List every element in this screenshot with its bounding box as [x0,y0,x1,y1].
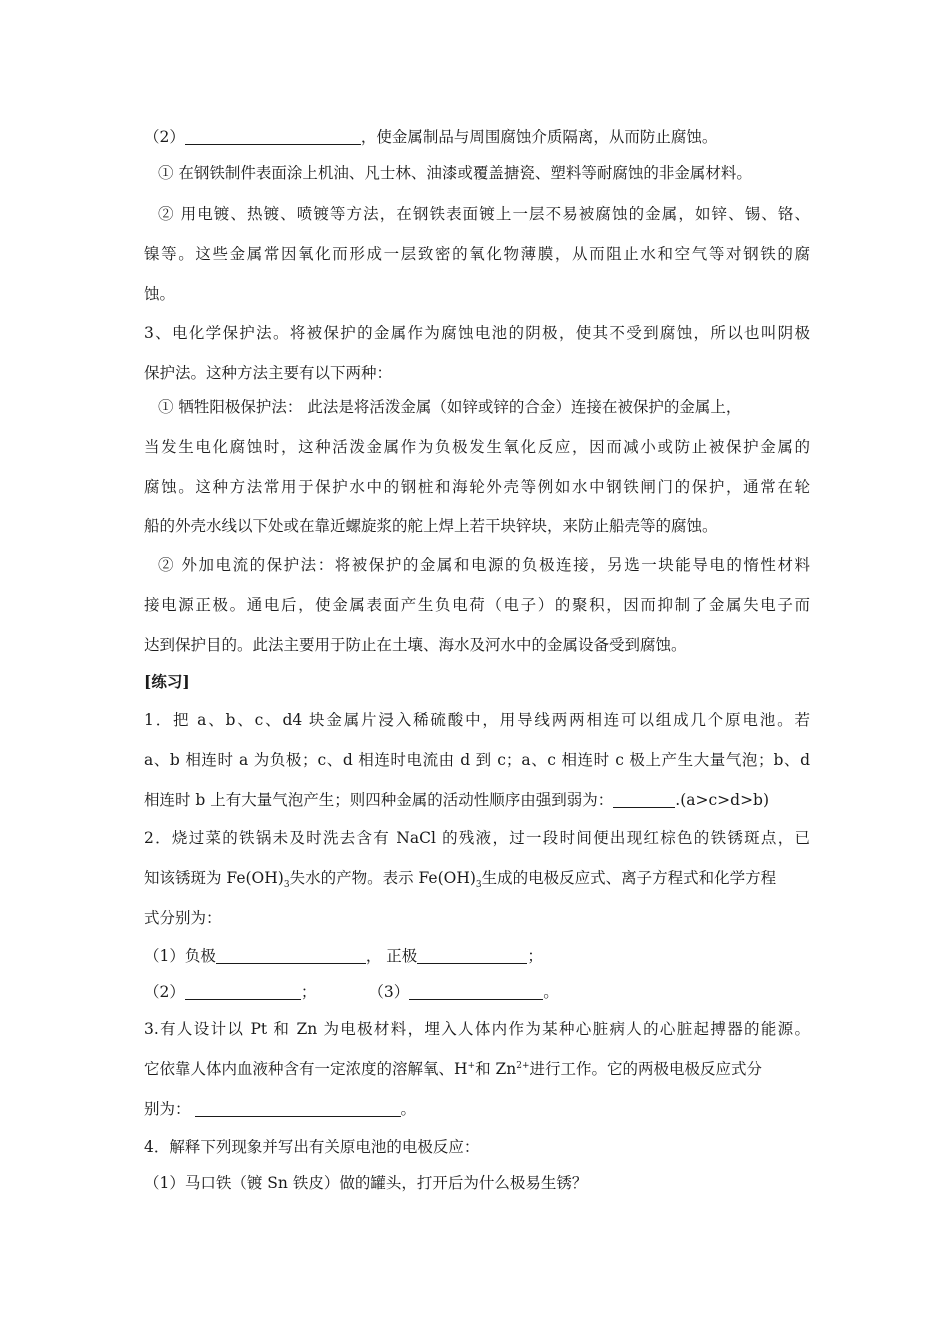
section2-item2-line3: 蚀。 [144,285,176,303]
q3-line3: 别为： 。 [144,1100,417,1118]
method1-line2: 当发生电化腐蚀时，这种活泼金属作为负极发生氧化反应，因而减小或防止被保护金属的 [144,438,810,456]
q1-line2: a、b 相连时 a 为负极；c、d 相连时电流由 d 到 c；a、c 相连时 c 极上产生大量气泡；b、d [144,751,810,769]
q2-line1: 2．烧过菜的铁锅未及时洗去含有 NaCl 的残液，过一段时间便出现红棕色的铁锈斑点，已 [144,829,810,847]
section2-intro: （2） ，使金属制品与周围腐蚀介质隔离，从而防止腐蚀。 [144,128,718,146]
section2-item2-line2: 镍等。这些金属常因氧化而形成一层致密的氧化物薄膜，从而阻止水和空气等对钢铁的腐 [144,245,810,263]
method2-line3: 达到保护目的。此法主要用于防止在土壤、海水及河水中的金属设备受到腐蚀。 [144,636,687,654]
ionic-equation-blank[interactable] [185,983,301,1000]
method2-line1: ② 外加电流的保护法：将被保护的金属和电源的负极连接，另选一块能导电的惰性材料 [158,556,810,574]
section3-line2: 保护法。这种方法主要有以下两种： [144,364,393,382]
q4-sub1: （1）马口铁（镀 Sn 铁皮）做的罐头，打开后为什么极易生锈？ [144,1174,588,1192]
chemical-equation-blank[interactable] [409,983,543,1000]
q2-part1: （1）负极 ， 正极 ； [144,947,543,965]
section2-item2-line1: ② 用电镀、热镀、喷镀等方法，在钢铁表面镀上一层不易被腐蚀的金属，如锌、锡、铬、 [158,205,810,223]
method2-line2: 接电源正极。通电后，使金属表面产生负电荷（电子）的聚积，因而抑制了金属失电子而 [144,596,810,614]
q4-line1: 4．解释下列现象并写出有关原电池的电极反应： [144,1138,480,1156]
q2-part2-3: （2） ； （3） 。 [144,983,559,1001]
section2-item1: ① 在钢铁制件表面涂上机油、凡士林、油漆或覆盖搪瓷、塑料等耐腐蚀的非金属材料。 [158,164,752,182]
practice-heading: [练习] [144,672,190,691]
section3-line1: 3、电化学保护法。将被保护的金属作为腐蚀电池的阴极，使其不受到腐蚀，所以也叫阴极 [144,324,810,342]
q1-line3: 相连时 b 上有大量气泡产生；则四种金属的活动性顺序由强到弱为： .(a>c>d>b) [144,791,770,809]
q2-line2: 知该锈斑为 $Fe(OH)_3$失水的产物。表示 $Fe(OH)_3$生成的电极反应式、离子方程式和化学方程 [144,869,777,888]
method1-line1: ① 牺牲阳极保护法： 此法是将活泼金属（如锌或锌的合金）连接在被保护的金属上， [158,398,742,416]
q1-answer-blank[interactable] [613,791,675,808]
method1-line3: 腐蚀。这种方法常用于保护水中的钢桩和海轮外壳等例如水中钢铁闸门的保护，通常在轮 [144,478,810,496]
q3-answer-blank[interactable] [195,1100,401,1117]
answer-blank[interactable] [185,128,361,145]
method1-line4: 船的外壳水线以下处或在靠近螺旋浆的舵上焊上若干块锌块，来防止船壳等的腐蚀。 [144,517,718,535]
negative-electrode-blank[interactable] [216,947,366,964]
positive-electrode-blank[interactable] [417,947,527,964]
q2-line3: 式分别为： [144,909,222,927]
q3-line2: 它依靠人体内血液种含有一定浓度的溶解氧、H+和 $Zn^{2+}$进行工作。它的两极电极反应式分 [144,1060,763,1078]
q3-line1: 3.有人设计以 Pt 和 Zn 为电极材料，埋入人体内作为某种心脏病人的心脏起搏器的能源。 [144,1020,810,1038]
q1-line1: 1．把 a、b、c、d4 块金属片浸入稀硫酸中，用导线两两相连可以组成几个原电池。若 [144,711,810,729]
